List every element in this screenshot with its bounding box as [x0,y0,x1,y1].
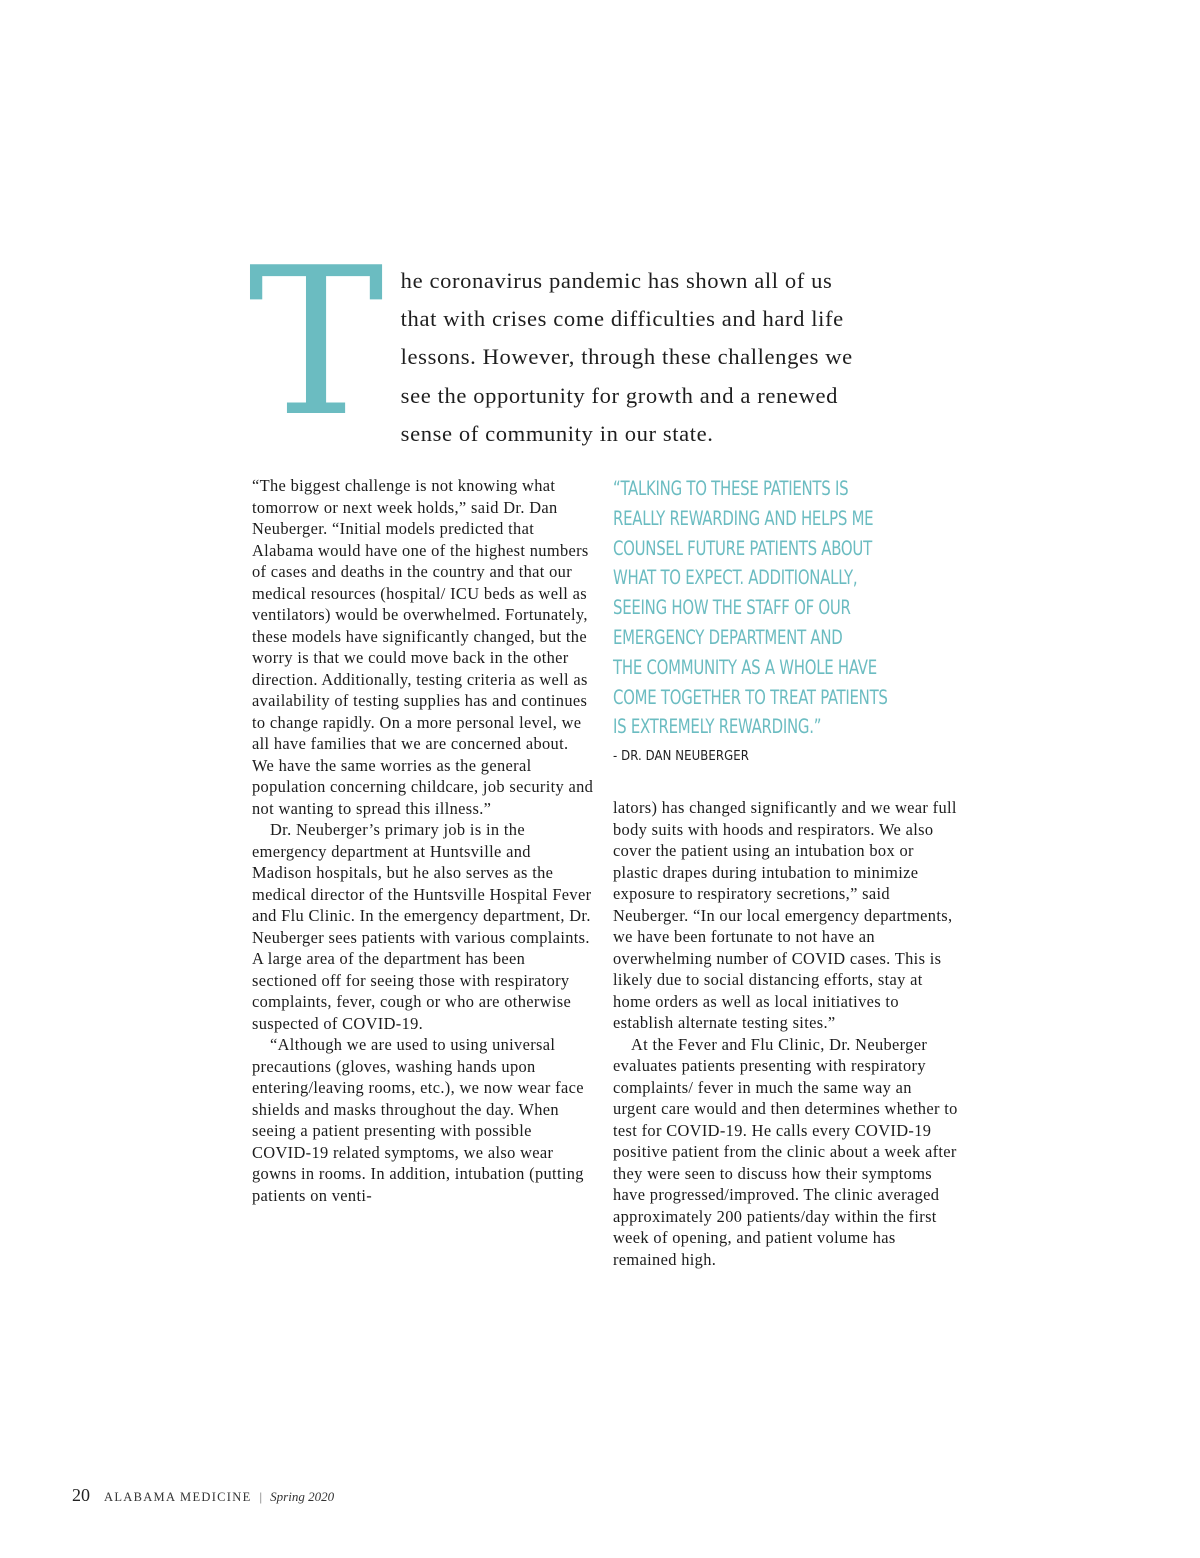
lead-line: see the opportunity for growth and a renewed [400,382,839,408]
page-number: 20 [72,1485,90,1505]
body-paragraph: Dr. Neuberger’s primary job is in the emergency department at Huntsville and Madison hospitals, but he also serves as the medical director of the Huntsville Hospital Fever and Flu Clinic. In the emergency department, Dr. Neuberger sees patients with various complaints. A large area of the department has been sectioned off for seeing those with respiratory complaints, fever, cough or who are otherwise suspected of COVID-19. [252,820,592,1033]
lead-line: that with crises come difficulties and hard life [400,306,844,332]
pull-quote-line: “TALKING TO THESE PATIENTS IS [613,477,849,500]
pull-quote-line: EMERGENCY DEPARTMENT AND [613,625,843,649]
pull-quote-line: IS EXTREMELY REWARDING.” [613,715,822,739]
lead-line: lessons. However, through these challenges we [400,344,853,370]
right-column [613,797,958,1270]
body-paragraph: “Although we are used to using universal precautions (gloves, washing hands upon entering/leaving rooms, etc.), we now wear face shields and masks throughout the day. When seeing a patient presenting with possible COVID-19 related symptoms, we also wear gowns in rooms. In addition, intubation (putting patients on venti- [252,1035,584,1205]
body-paragraph: “The biggest challenge is not knowing what tomorrow or next week holds,” said Dr. Dan Neuberger. “Initial models predicted that Alabama would have one of the highest numbers of cases and deaths in the country and that our medical resources (hospital/ ICU beds as well as ventilators) would be overwhelmed. Fortunately, these models have significantly changed, but the worry is that we could move back in the other direction. Additionally, testing criteria as well as availability of testing supplies has and continues to change rapidly. On a more personal level, we all have families that we are concerned about. We have the same worries as the general population concerning childcare, job security and not wanting to spread this illness.” [252,476,594,818]
pull-quote-line: REALLY REWARDING AND HELPS ME [613,506,874,530]
lead-paragraph [248,225,942,462]
left-column [252,475,594,1206]
pull-quote-line: WHAT TO EXPECT. ADDITIONALLY, [613,566,858,590]
pull-quote-line: COME TOGETHER TO TREAT PATIENTS [613,685,888,709]
publication-name: ALABAMA MEDICINE [104,1490,252,1504]
footer-separator: | [259,1489,263,1504]
issue-label: Spring 2020 [270,1489,335,1504]
pull-quote-line: COUNSEL FUTURE PATIENTS ABOUT [613,536,872,560]
pull-quote-line: THE COMMUNITY AS A WHOLE HAVE [613,655,877,679]
pull-quote [613,474,905,742]
lead-line: sense of community in our state. [400,420,714,446]
pull-quote-line: SEEING HOW THE STAFF OF OUR [613,596,851,620]
drop-cap: T [248,225,385,462]
pull-quote-attribution: - DR. DAN NEUBERGER [613,749,749,764]
body-paragraph: At the Fever and Flu Clinic, Dr. Neuberger evaluates patients presenting with respiratory complaints/ fever in much the same way an urgent care would and then determines whether to test for COVID-19. He calls every COVID-19 positive patient from the clinic about a week after they were seen to discuss how their symptoms have progressed/improved. The clinic averaged approximately 200 patients/day within the first week of opening, and patient volume has remained high. [613,1034,958,1269]
lead-line: he coronavirus pandemic has shown all of us [400,268,833,293]
page-footer [72,1485,334,1506]
body-paragraph: lators) has changed significantly and we wear full body suits with hoods and respirators. We also cover the patient using an intubation box or plastic drapes during intubation to minimize exposure to respiratory secretions,” said Neuberger. “In our local emergency departments, we have been fortunate to not have an overwhelming number of COVID cases. This is likely due to social distancing efforts, stay at home orders as well as local initiatives to establish alternate testing sites.” [613,798,957,1032]
